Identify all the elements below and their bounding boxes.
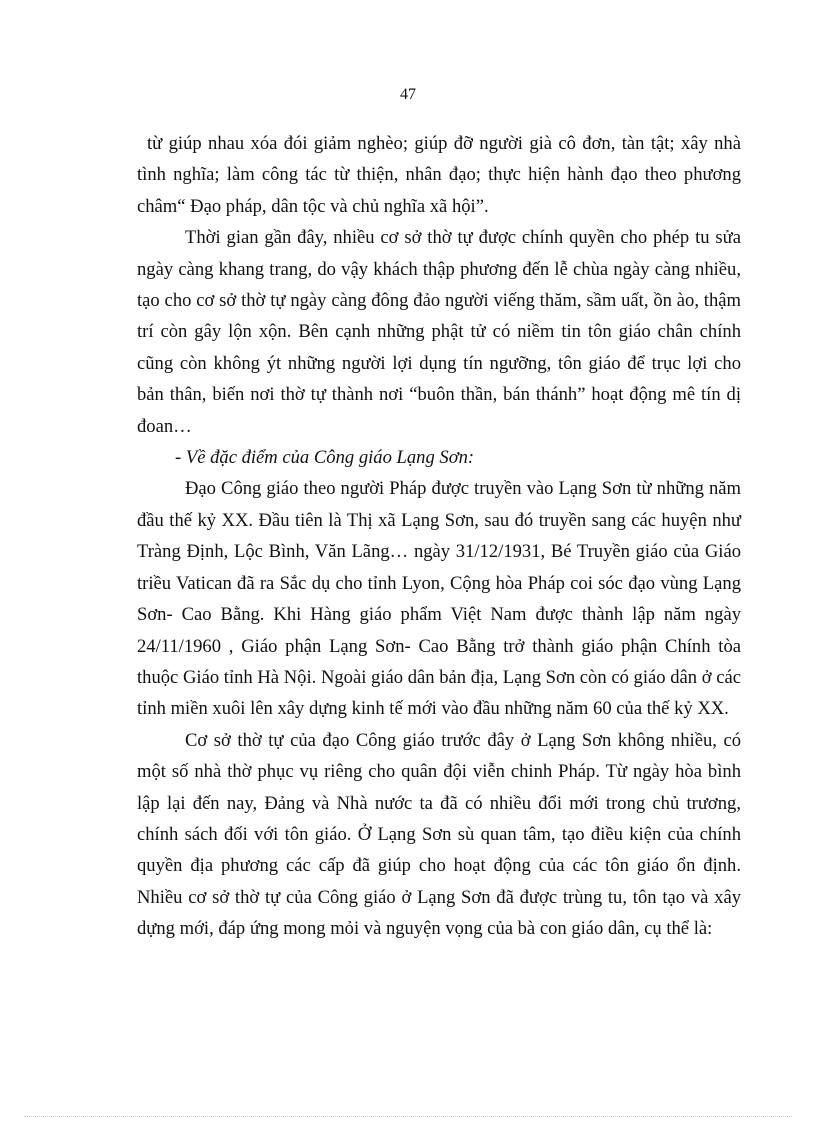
paragraph-continued: từ giúp nhau xóa đói giảm nghèo; giúp đỡ người già cô đơn, tàn tật; xây nhà tình nghĩa; làm công tác từ thiện, nhân đạo; thực hiện hành đạo theo phương châm“ Đạo pháp, dân tộc và chủ nghĩa xã hội”. (137, 133, 741, 217)
section-heading-catholicism: - Về đặc điểm của Công giáo Lạng Sơn: (175, 447, 475, 469)
page-body (137, 128, 741, 945)
page-bottom-rule (24, 1116, 792, 1117)
page-number: 47 (400, 86, 416, 103)
paragraph-catholic-history: Đạo Công giáo theo người Pháp được truyền vào Lạng Sơn từ những năm đầu thế kỷ XX. Đầu tiên là Thị xã Lạng Sơn, sau đó truyền sang các huyện như Tràng Định, Lộc Bình, Văn Lãng… ngày 31/12/1931, Bé Truyền giáo của Giáo triều Vatican đã ra Sắc dụ cho tỉnh Lyon, Cộng hòa Pháp coi sóc đạo vùng Lạng Sơn- Cao Bằng. Khi Hàng giáo phẩm Việt Nam được thành lập năm ngày 24/11/1960 , Giáo phận Lạng Sơn- Cao Bằng trở thành giáo phận Chính tòa thuộc Giáo tỉnh Hà Nội. Ngoài giáo dân bản địa, Lạng Sơn còn có giáo dân ở các tỉnh miền xuôi lên xây dựng kinh tế mới vào đầu những năm 60 của thế kỷ XX. (137, 478, 741, 720)
paragraph-catholic-facilities: Cơ sở thờ tự của đạo Công giáo trước đây ở Lạng Sơn không nhiều, có một số nhà thờ phục vụ riêng cho quân đội viễn chinh Pháp. Từ ngày hòa bình lập lại đến nay, Đảng và Nhà nước ta đã có nhiều đổi mới trong chủ trương, chính sách đối với tôn giáo. Ở Lạng Sơn sù quan tâm, tạo điều kiện của chính quyền địa phương các cấp đã giúp cho hoạt động của các tôn giáo ổn định. Nhiều cơ sở thờ tự của Công giáo ở Lạng Sơn đã được trùng tu, tôn tạo và xây dựng mới, đáp ứng mong mỏi và nguyện vọng của bà con giáo dân, cụ thể là: (137, 729, 741, 940)
paragraph-worship-places: Thời gian gần đây, nhiều cơ sở thờ tự được chính quyền cho phép tu sửa ngày càng khang trang, do vậy khách thập phương đến lễ chùa ngày càng nhiều, tạo cho cơ sở thờ tự ngày càng đông đảo người viếng thăm, sầm uất, ồn ào, thậm trí còn gây lộn xộn. Bên cạnh những phật tử có niềm tin tôn giáo chân chính cũng còn không ýt những người lợi dụng tín ngưỡng, tôn giáo để trục lợi cho bản thân, biến nơi thờ tự thành nơi “buôn thần, bán thánh” hoạt động mê tín dị đoan… (137, 227, 741, 437)
